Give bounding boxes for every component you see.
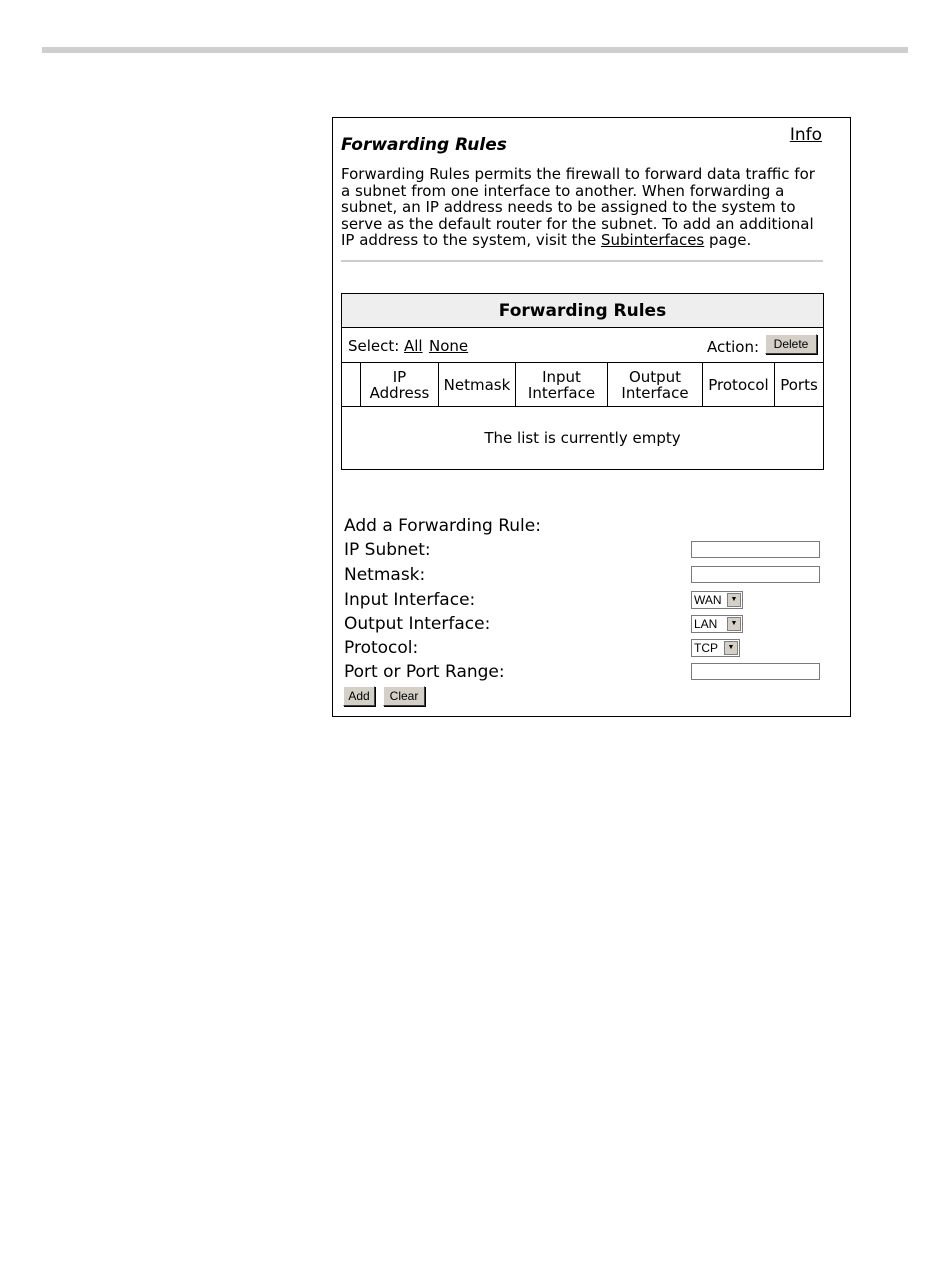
forwarding-rules-panel (332, 117, 851, 717)
port-range-label: Port or Port Range: (344, 662, 505, 682)
input-interface-value: WAN (694, 593, 722, 607)
select-none-link[interactable]: None (429, 337, 469, 355)
chevron-down-icon: ▼ (724, 641, 738, 655)
column-header-protocol: Protocol (702, 363, 774, 406)
output-interface-select[interactable] (691, 615, 743, 633)
clear-button[interactable]: Clear (383, 686, 425, 706)
input-interface-label: Input Interface: (344, 590, 476, 610)
netmask-input[interactable] (691, 566, 820, 583)
output-interface-value: LAN (694, 617, 718, 631)
table-title: Forwarding Rules (342, 294, 823, 328)
port-range-input[interactable] (691, 663, 820, 680)
protocol-value: TCP (694, 641, 718, 655)
description-text: Forwarding Rules permits the firewall to forward data traffic for a subnet from one interface to another. When forwarding a subnet, an IP address needs to be assigned to the system to serve as the default router for the subnet. To add an additional IP address to the system, visit the (341, 165, 815, 249)
ip-subnet-label: IP Subnet: (344, 540, 431, 560)
chevron-down-icon: ▼ (727, 617, 741, 631)
column-header-ports: Ports (774, 363, 823, 406)
column-header-select (342, 363, 360, 406)
separator (341, 260, 823, 262)
selection-row (342, 328, 823, 363)
info-link[interactable]: Info (789, 125, 822, 145)
protocol-label: Protocol: (344, 638, 419, 658)
chevron-down-icon: ▼ (727, 593, 741, 607)
forwarding-rules-table (341, 293, 824, 470)
column-header-ip-address: IP Address (360, 363, 438, 406)
description (341, 166, 827, 249)
input-interface-select[interactable] (691, 591, 743, 609)
column-header-netmask: Netmask (438, 363, 515, 406)
select-label: Select: (348, 337, 400, 355)
empty-list-message: The list is currently empty (484, 429, 681, 447)
top-rule (42, 47, 908, 53)
delete-button[interactable]: Delete (765, 334, 817, 354)
protocol-select[interactable] (691, 639, 740, 657)
form-heading: Add a Forwarding Rule: (344, 516, 541, 536)
netmask-label: Netmask: (344, 565, 426, 585)
description-text-end: page. (704, 231, 752, 249)
action-label: Action: (707, 338, 760, 356)
output-interface-label: Output Interface: (344, 614, 491, 634)
column-header-row (342, 363, 823, 407)
subinterfaces-link[interactable]: Subinterfaces (600, 231, 705, 249)
column-header-output-interface: Output Interface (607, 363, 702, 406)
column-header-input-interface: Input Interface (515, 363, 607, 406)
ip-subnet-input[interactable] (691, 541, 820, 558)
add-button[interactable]: Add (343, 686, 375, 706)
page-title: Forwarding Rules (341, 135, 507, 155)
select-all-link[interactable]: All (404, 337, 423, 355)
